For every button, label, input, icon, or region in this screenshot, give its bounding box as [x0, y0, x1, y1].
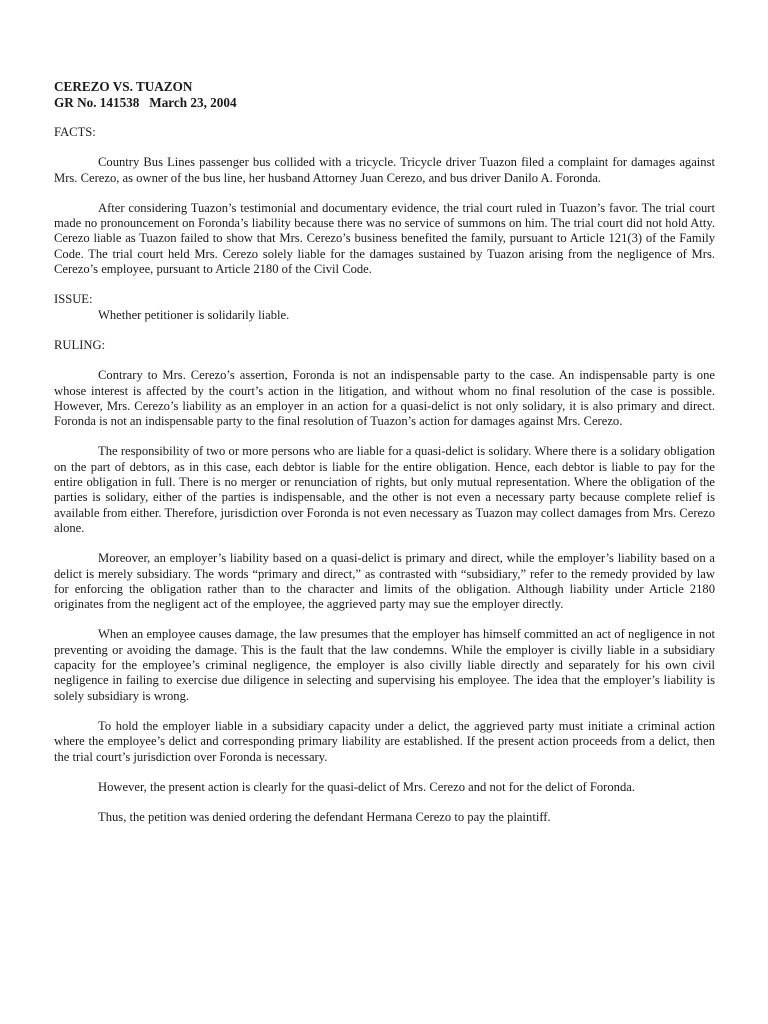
document-page — [54, 79, 715, 825]
case-title: CEREZO VS. TUAZON — [54, 79, 193, 94]
facts-paragraph: Country Bus Lines passenger bus collided with a tricycle. Tricycle driver Tuazon filed a complaint for damages against Mrs. Cerezo, as owner of the bus line, her husband Attorney Juan Cerezo, and bus driver Danilo A. Foronda. — [54, 155, 715, 185]
ruling-heading: RULING: — [54, 337, 106, 352]
facts-paragraph: After considering Tuazon’s testimonial and documentary evidence, the trial court ruled in Tuazon’s favor. The trial court made no pronouncement on Foronda’s liability because there was no service of summons on him. The trial court did not hold Atty. Cerezo liable as Tuazon failed to show that Mrs. Cerezo’s business benefited the family, pursuant to Article 121(3) of the Family Code. The trial court held Mrs. Cerezo solely liable for the damages sustained by Tuazon arising from the negligence of Mrs. Cerezo’s employee, pursuant to Article 2180 of the Civil Code. — [54, 200, 715, 277]
ruling-paragraph: Contrary to Mrs. Cerezo’s assertion, Foronda is not an indispensable party to the case. An indispensable party is one whose interest is affected by the court’s action in the litigation, and without whom no final resolution of the case is possible. However, Mrs. Cerezo’s liability as an employer in an action for a quasi-delict is not only solidary, it is also primary and direct. Foronda is not an indispensable party to the final resolution of Tuazon’s action for damages against Mrs. Cerezo. — [54, 368, 715, 429]
issue-heading: ISSUE: — [54, 292, 93, 307]
ruling-paragraph: Moreover, an employer’s liability based on a quasi-delict is primary and direct, while the employer’s liability based on a delict is merely subsidiary. The words “primary and direct,” as contrasted with “subsidiary,” refer to the remedy provided by law for enforcing the obligation rather than to the character and limits of the obligation. Although liability under Article 2180 originates from the negligent act of the employee, the aggrieved party may sue the employer directly. — [54, 551, 715, 612]
ruling-paragraph: To hold the employer liable in a subsidiary capacity under a delict, the aggrieved party must initiate a criminal action where the employee’s delict and corresponding primary liability are established. If the present action proceeds from a delict, then the trial court’s jurisdiction over Foronda is necessary. — [54, 718, 715, 764]
ruling-paragraph: However, the present action is clearly for the quasi-delict of Mrs. Cerezo and not for the delict of Foronda. — [98, 779, 635, 794]
issue-question: Whether petitioner is solidarily liable. — [98, 307, 290, 322]
ruling-conclusion: Thus, the petition was denied ordering the defendant Hermana Cerezo to pay the plaintiff. — [98, 810, 551, 825]
facts-heading: FACTS: — [54, 125, 96, 139]
case-citation: GR No. 141538 March 23, 2004 — [54, 94, 237, 110]
ruling-paragraph: The responsibility of two or more persons who are liable for a quasi-delict is solidary. Where there is a solidary obligation on the part of debtors, as in this case, each debtor is liable for the entire obligation. Hence, each debtor is liable to pay for the entire obligation in full. There is no merger or renunciation of rights, but only mutual representation. Where the obligation of the parties is solidary, either of the parties is indispensable, and the other is not even a necessary party because complete relief is available from either. Therefore, jurisdiction over Foronda is not even necessary as Tuazon may collect damages from Mrs. Cerezo alone. — [54, 444, 715, 535]
ruling-paragraph: When an employee causes damage, the law presumes that the employer has himself committed an act of negligence in not preventing or avoiding the damage. This is the fault that the law condemns. While the employer is civilly liable in a subsidiary capacity for the employee’s criminal negligence, the employer is also civilly liable directly and separately for his own civil negligence in failing to exercise due diligence in selecting and supervising his employee. The idea that the employer’s liability is solely subsidiary is wrong. — [54, 627, 715, 703]
